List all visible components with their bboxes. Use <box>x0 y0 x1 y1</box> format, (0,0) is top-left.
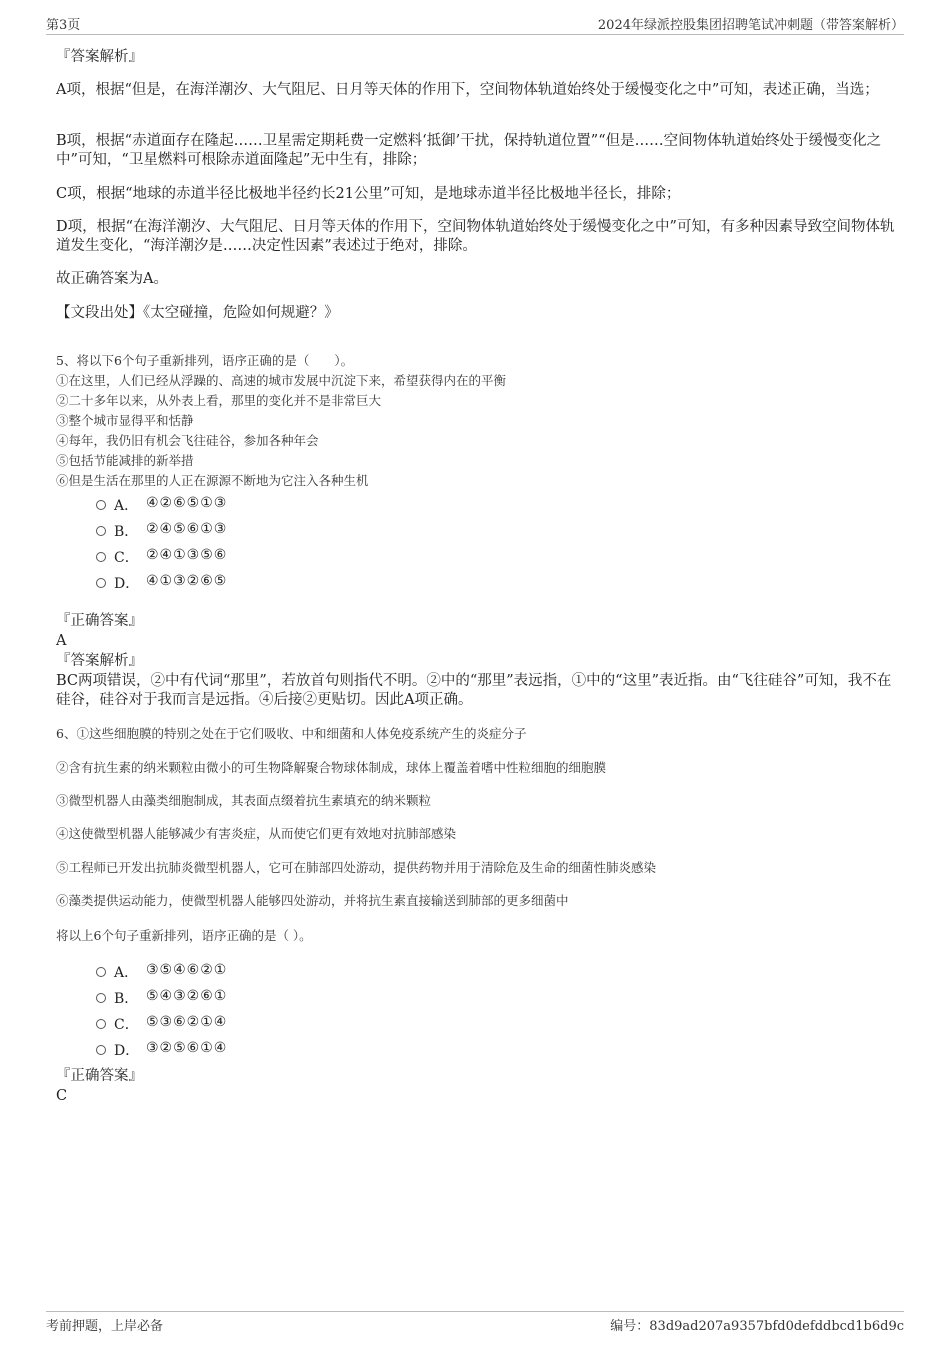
q5-sentence-4: ④每年，我仍旧有机会飞往硅谷，参加各种年会 <box>56 433 319 448</box>
q5-stem: 5、将以下6个句子重新排列，语序正确的是（ ）。 <box>56 353 354 368</box>
q4-analysis-d: D项，根据“在海洋潮汐、大气阻尼、日月等天体的作用下，空间物体轨道始终处于缓慢变化之中”可知，有多种因素导致空间物体轨道发生变化，“海洋潮汐是……决定性因素”表述过于绝对，排除。 <box>56 219 895 254</box>
q5-sentence-3: ③整个城市显得平和恬静 <box>56 413 194 428</box>
radio-icon[interactable] <box>96 1045 106 1055</box>
page-footer <box>46 1311 904 1336</box>
q6-sentence-4: ④这使微型机器人能够减少有害炎症，从而使它们更有效地对抗肺部感染 <box>56 826 457 841</box>
q5-answer: A <box>56 633 67 649</box>
q5-sentence-6: ⑥但是生活在那里的人正在源源不断地为它注入各种生机 <box>56 473 369 488</box>
q4-analysis-b: B项，根据“赤道面存在隆起……卫星需定期耗费一定燃料‘抵御’干扰，保持轨道位置”“但是……空间物体轨道始终处于缓慢变化之中”可知，“卫星燃料可根除赤道面隆起”无中生有，排除； <box>56 133 882 168</box>
document-page: 第3页 2024年绿派控股集团招聘笔试冲刺题（带答案解析） 『答案解析』 A项，根据“但是，在海洋潮汐、大气阻尼、日月等天体的作用下，空间物体轨道始终处于缓慢变化之中”可知，表述正确，当选； B项，根据“赤道面存在隆起……卫星需定期耗费一定燃料‘抵御’干扰，保持轨道位置”“但是……空间物体轨道始终处于缓慢变化之中”可知，“卫星燃料可根除赤道面隆起”无中生有，排除； C项，根据“地球的赤道半径比极地半径约长21公里”可知，是地球赤道半径比极地半径长，排除； D项，根据“在海洋潮汐、大气阻尼、日月等天体的作用下，空间物体轨道始终处于缓慢变化之中”可知，有多种因素导致空间物体轨道发生变化，“海洋潮汐是……决定性因素”表述过于绝对，排除。 故正确答案为A。 【文段出处】《太空碰撞，危险如何规避？》 5、将以下6个句子重新排列，语序正确的是（ ）。 ①在这里，人们已经从浮躁的、高速的城市发展中沉淀下来，希望获得内在的平衡 ②二十多年以来，从外表上看，那里的变化并不是非常巨大 ③整个城市显得平和恬静 ④每年，我仍旧有机会飞往硅谷，参加各种年会 ⑤包括节能减排的新举措 ⑥但是生活在那里的人正在源源不断地为它注入各种生机 A． ④②⑥⑤①③ B． ②④⑤⑥①③ C． ②④①③⑤⑥ D． ④①③②⑥⑤ 『正确答案』 A 『答案解析』 BC两项错误，②中有代词“那里”，若放首句则指代不明。②中的“那里”表远指，①中的“这里”表近指。由“飞往硅谷”可知，我不在硅谷，硅谷对于我而言是远指。④后接②更贴切。因此A项正确。 6、①这些细胞膜的特别之处在于它们吸收、中和细菌和人体免疫系统产生的炎症分子 ②含有抗生素的纳米颗粒由微小的可生物降解聚合物球体制成，球体上覆盖着嗜中性粒细胞的细胞膜 ③微型机器人由藻类细胞制成，其表面点缀着抗生素填充的纳米颗粒 ④这使微型机器人能够减少有害炎症，从而使它们更有效地对抗肺部感染 ⑤工程师已开发出抗肺炎微型机器人，它可在肺部四处游动，提供药物并用于清除危及生命的细菌性肺炎感染 ⑥藻类提供运动能力，使微型机器人能够四处游动，并将抗生素直接输送到肺部的更多细菌中 将以上6个句子重新排列，语序正确的是（ ）。 A． ③⑤④⑥②① B． ⑤④③②⑥① C． ⑤③⑥②①④ D． ③②⑤⑥①④ 『正确答案』 C 考前押题，上岸必备 编号：83d9ad207a9357bfd0defddbcd1b6d9c <box>0 0 950 1345</box>
page-header <box>46 12 904 35</box>
q5-sentence-2: ②二十多年以来，从外表上看，那里的变化并不是非常巨大 <box>56 393 382 408</box>
q6-sentence-5: ⑤工程师已开发出抗肺炎微型机器人，它可在肺部四处游动，提供药物并用于清除危及生命的细菌性肺炎感染 <box>56 860 657 875</box>
q4-analysis-a: A项，根据“但是，在海洋潮汐、大气阻尼、日月等天体的作用下，空间物体轨道始终处于缓慢变化之中”可知，表述正确，当选； <box>56 82 879 98</box>
q5-analysis: BC两项错误，②中有代词“那里”，若放首句则指代不明。②中的“那里”表远指，①中的“这里”表近指。由“飞往硅谷”可知，我不在硅谷，硅谷对于我而言是远指。④后接②更贴切。因此A项正确。 <box>56 673 892 708</box>
q5-analysis-heading: 『答案解析』 <box>56 653 143 669</box>
radio-icon[interactable] <box>96 578 106 588</box>
q5-sentence-5: ⑤包括节能减排的新举措 <box>56 453 194 468</box>
q5-answer-heading: 『正确答案』 <box>56 613 143 629</box>
page-number: 第3页 <box>46 18 81 33</box>
q6-sentence-2: ②含有抗生素的纳米颗粒由微小的可生物降解聚合物球体制成，球体上覆盖着嗜中性粒细胞的细胞膜 <box>56 760 607 775</box>
q6-stem: 将以上6个句子重新排列，语序正确的是（ ）。 <box>56 928 312 943</box>
q6-answer: C <box>56 1088 68 1104</box>
q4-conclusion: 故正确答案为A。 <box>56 271 168 287</box>
radio-icon[interactable] <box>96 1019 106 1029</box>
q4-analysis-c: C项，根据“地球的赤道半径比极地半径约长21公里”可知，是地球赤道半径比极地半径长，排除； <box>56 186 681 202</box>
q6-sentence-3: ③微型机器人由藻类细胞制成，其表面点缀着抗生素填充的纳米颗粒 <box>56 793 432 808</box>
document-code: 编号：83d9ad207a9357bfd0defddbcd1b6d9c <box>610 1319 904 1334</box>
q4-analysis-heading: 『答案解析』 <box>56 49 143 65</box>
radio-icon[interactable] <box>96 967 106 977</box>
document-title: 2024年绿派控股集团招聘笔试冲刺题（带答案解析） <box>597 18 904 33</box>
footer-slogan: 考前押题，上岸必备 <box>46 1319 164 1334</box>
radio-icon[interactable] <box>96 500 106 510</box>
q6-sentence-6: ⑥藻类提供运动能力，使微型机器人能够四处游动，并将抗生素直接输送到肺部的更多细菌中 <box>56 893 569 908</box>
radio-icon[interactable] <box>96 552 106 562</box>
q6-answer-heading: 『正确答案』 <box>56 1068 143 1084</box>
q4-source: 【文段出处】《太空碰撞，危险如何规避？》 <box>56 305 339 321</box>
radio-icon[interactable] <box>96 526 106 536</box>
q6-sentence-1: 6、①这些细胞膜的特别之处在于它们吸收、中和细菌和人体免疫系统产生的炎症分子 <box>56 726 527 741</box>
q5-sentence-1: ①在这里，人们已经从浮躁的、高速的城市发展中沉淀下来，希望获得内在的平衡 <box>56 373 507 388</box>
radio-icon[interactable] <box>96 993 106 1003</box>
